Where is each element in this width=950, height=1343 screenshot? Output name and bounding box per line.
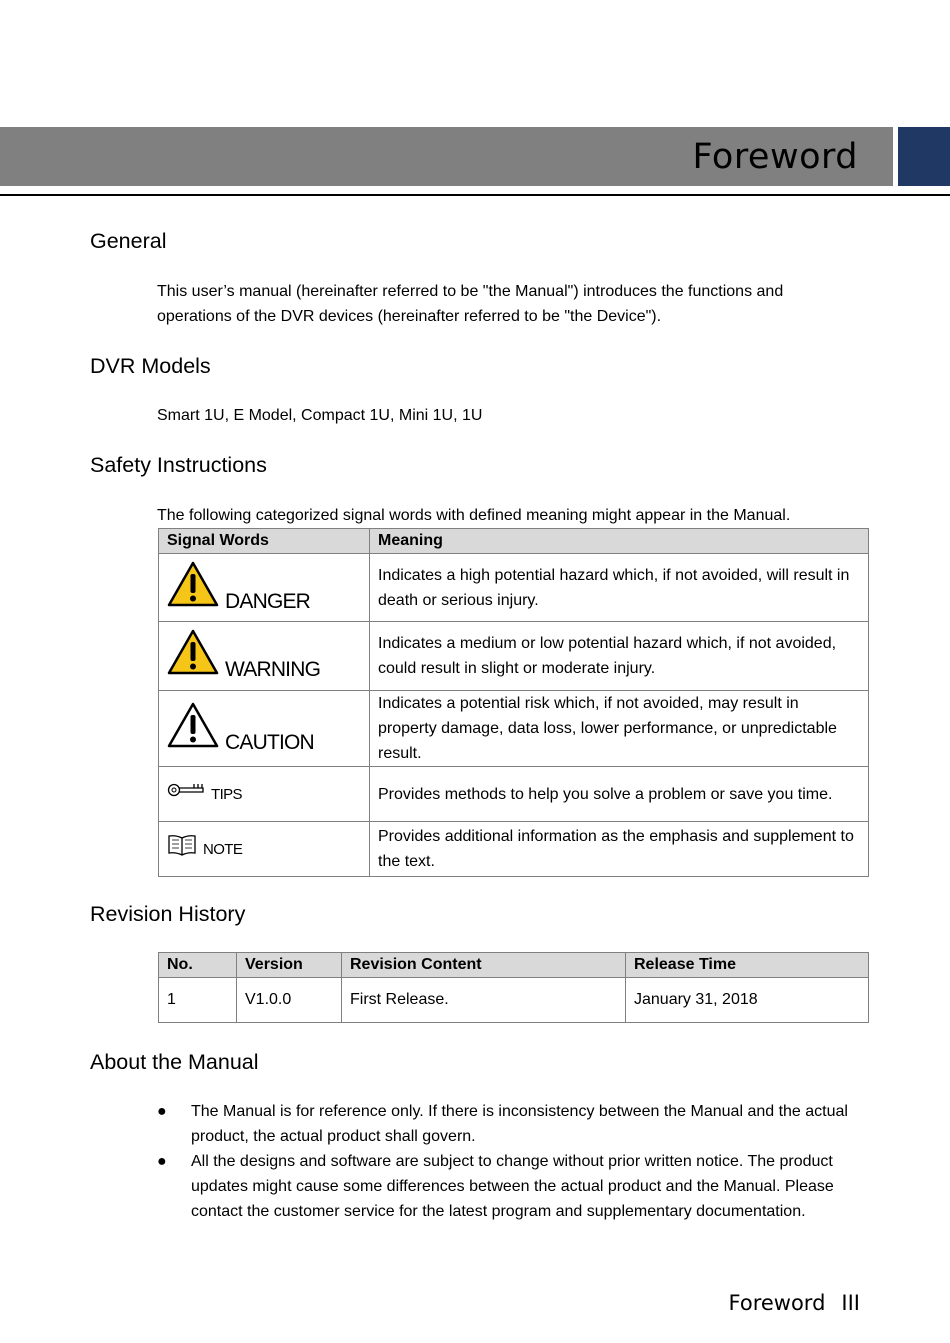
signal-word-cell <box>159 767 370 822</box>
footer-label: Foreword <box>728 1291 826 1315</box>
meaning-cell: Provides additional information as the emphasis and supplement to the text. <box>370 822 869 877</box>
signal-word-label: NOTE <box>203 840 243 858</box>
signal-word-cell <box>159 622 370 691</box>
meaning-cell: Indicates a medium or low potential hazard which, if not avoided, could result in slight or moderate injury. <box>370 622 869 691</box>
meaning-cell: Indicates a potential risk which, if not avoided, may result in property damage, data loss, lower performance, or unpredictable result. <box>370 691 869 767</box>
signal-word-label: TIPS <box>211 785 242 803</box>
page-title: Foreword <box>692 137 858 177</box>
signal-word-cell <box>159 822 370 877</box>
section-heading-safety: Safety Instructions <box>90 453 267 477</box>
warning-triangle-yellow-icon <box>167 628 219 684</box>
key-icon <box>167 780 205 808</box>
meaning-cell: Indicates a high potential hazard which, if not avoided, will result in death or serious injury. <box>370 554 869 622</box>
section-heading-general: General <box>90 229 167 253</box>
signal-word-label: DANGER <box>225 589 311 613</box>
table-row <box>159 554 869 622</box>
warning-triangle-yellow-icon <box>167 560 219 616</box>
signal-words-table <box>158 528 869 877</box>
table-header-row <box>159 953 869 978</box>
list-item <box>157 1099 867 1149</box>
warning-triangle-outline-icon <box>167 701 219 757</box>
bullet-icon: ● <box>157 1103 167 1120</box>
header-accent-block <box>898 127 950 186</box>
table-header-cell: Release Time <box>626 953 869 978</box>
table-row <box>159 822 869 877</box>
bullet-icon: ● <box>157 1153 167 1170</box>
table-row <box>159 691 869 767</box>
header-rule <box>0 194 950 196</box>
revision-history-table <box>158 952 869 1023</box>
table-header-cell: Signal Words <box>159 529 370 554</box>
table-cell: January 31, 2018 <box>626 978 869 1023</box>
meaning-cell: Provides methods to help you solve a problem or save you time. <box>370 767 869 822</box>
table-row <box>159 978 869 1023</box>
about-bullet-list <box>157 1099 867 1224</box>
section-heading-about: About the Manual <box>90 1050 259 1074</box>
general-paragraph: This user’s manual (hereinafter referred to be "the Manual") introduces the functions and operations of the DVR devices (hereinafter referred to be "the Device"). <box>157 283 784 325</box>
page-footer <box>729 1291 860 1315</box>
list-item-text: The Manual is for reference only. If there is inconsistency between the Manual and the actual product, the actual product shall govern. <box>191 1103 848 1145</box>
section-heading-models: DVR Models <box>90 354 211 378</box>
section-heading-revision: Revision History <box>90 902 246 926</box>
models-paragraph: Smart 1U, E Model, Compact 1U, Mini 1U, 1U <box>157 407 483 424</box>
table-cell: 1 <box>159 978 237 1023</box>
signal-word-label: CAUTION <box>225 730 314 754</box>
table-header-cell: Version <box>237 953 342 978</box>
table-header-cell: No. <box>159 953 237 978</box>
safety-intro: The following categorized signal words with defined meaning might appear in the Manual. <box>157 507 791 524</box>
open-book-icon <box>167 834 197 864</box>
signal-word-cell <box>159 691 370 767</box>
table-cell: V1.0.0 <box>237 978 342 1023</box>
table-cell: First Release. <box>342 978 626 1023</box>
list-item-text: All the designs and software are subject to change without prior written notice. The product updates might cause some differences between the actual product and the Manual. Please contact the customer service for the latest program and supplementary documentation. <box>191 1153 834 1220</box>
table-header-cell: Revision Content <box>342 953 626 978</box>
table-row <box>159 767 869 822</box>
signal-word-cell <box>159 554 370 622</box>
table-row <box>159 622 869 691</box>
signal-word-label: WARNING <box>225 658 321 681</box>
page-number: III <box>841 1291 860 1315</box>
table-header-cell: Meaning <box>370 529 869 554</box>
list-item <box>157 1149 867 1224</box>
table-header-row <box>159 529 869 554</box>
